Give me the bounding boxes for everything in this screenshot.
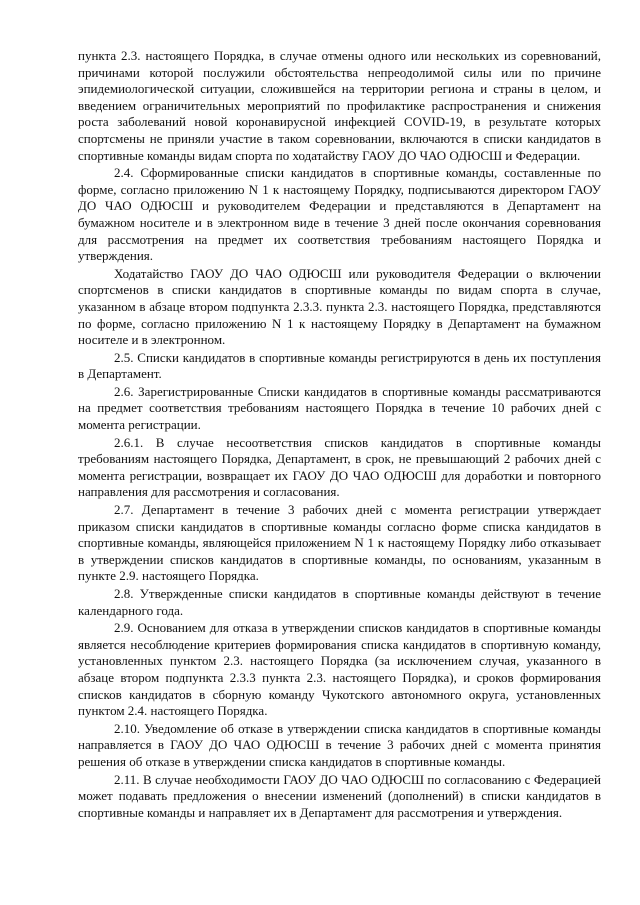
paragraph-2-10: 2.10. Уведомление об отказе в утверждении списка кандидатов в спортивные команды направляется в ГАОУ ДО ЧАО ОДЮСШ в течение 3 рабочих дней с момента принятия решения об отказе в утверждении списка кандидатов в спортивные команды. (78, 720, 601, 769)
paragraph-2-6: 2.6. Зарегистрированные Списки кандидатов в спортивные команды рассматриваются на предмет соответствия требованиям настоящего Порядка в течение 10 рабочих дней с момента регистрации. (78, 383, 601, 433)
paragraph-2-5: 2.5. Списки кандидатов в спортивные команды регистрируются в день их поступления в Департамент. (78, 349, 601, 382)
paragraph-2-7: 2.7. Департамент в течение 3 рабочих дней с момента регистрации утверждает приказом списки кандидатов в спортивные команды согласно форме списка кандидатов в спортивные команды, являющейся приложением N 1 к настоящему Порядку либо отказывает в утверждении списков кандидатов в спортивные команды, по основаниям, указанным в пункте 2.9. настоящего Порядка. (78, 502, 601, 584)
paragraph-2-6-1: 2.6.1. В случае несоответствия списков кандидатов в спортивные команды требованиям настоящего Порядка, Департамент, в срок, не превышающий 2 рабочих дней с момента регистрации, возвращает их ГАОУ ДО ЧАО ОДЮСШ для доработки и повторного направления для рассмотрения и согласования. (78, 434, 601, 500)
paragraph-2-4: 2.4. Сформированные списки кандидатов в спортивные команды, составленные по форме, согласно приложению N 1 к настоящему Порядку, подписываются директором ГАОУ ДО ЧАО ОДЮСШ и руководителем Федерации и представляются в Департамент на бумажном носителе и в электронном виде в течение 3 дней после окончания соревнования для рассмотрения на предмет их соответствия требованиям настоящего Порядка и утверждения. (78, 165, 601, 264)
paragraph-continuation-2-3: пункта 2.3. настоящего Порядка, в случае отмены одного или нескольких из соревнований, причинами которой послужили обстоятельства непреодолимой силы или по причине эпидемиологической ситуации, сложившейся на территории региона и страны в целом, и введением ограничительных мероприятий по профилактике распространения и снижения роста заболеваний новой коронавирусной инфекцией COVID-19, в результате которых спортсмены не приняли участие в таком соревновании, включаются в списки кандидатов в спортивные команды видам спорта по ходатайству ГАОУ ДО ЧАО ОДЮСШ и Федерации. (78, 48, 601, 163)
paragraph-petition: Ходатайство ГАОУ ДО ЧАО ОДЮСШ или руководителя Федерации о включении спортсменов в списки кандидатов в спортивные команды по видам спорта в случае, указанном в абзаце втором подпункта 2.3.3. пункта 2.3. настоящего Порядка, представляются по форме, согласно приложению N 1 к настоящему Порядку в Департамент на бумажном носителе и в электронном. (78, 265, 601, 348)
paragraph-2-8: 2.8. Утвержденные списки кандидатов в спортивные команды действуют в течение календарного года. (78, 586, 601, 618)
document-body (78, 48, 601, 822)
paragraph-2-9: 2.9. Основанием для отказа в утверждении списков кандидатов в спортивные команды является несоблюдение критериев формирования списка кандидатов в спортивную команду, установленных пунктом 2.3. настоящего Порядка (за исключением случая, указанного в абзаце втором подпункта 2.3.3 пункта 2.3. настоящего Порядка), и сроков формирования списков кандидатов в сборную команду Чукотского автономного округа, установленных пунктом 2.4. настоящего Порядка. (78, 620, 601, 719)
paragraph-2-11: 2.11. В случае необходимости ГАОУ ДО ЧАО ОДЮСШ по согласованию с Федерацией может подавать предложения о внесении изменений (дополнений) в списки кандидатов в спортивные команды и направляет их в Департамент для рассмотрения и утверждения. (78, 771, 601, 820)
